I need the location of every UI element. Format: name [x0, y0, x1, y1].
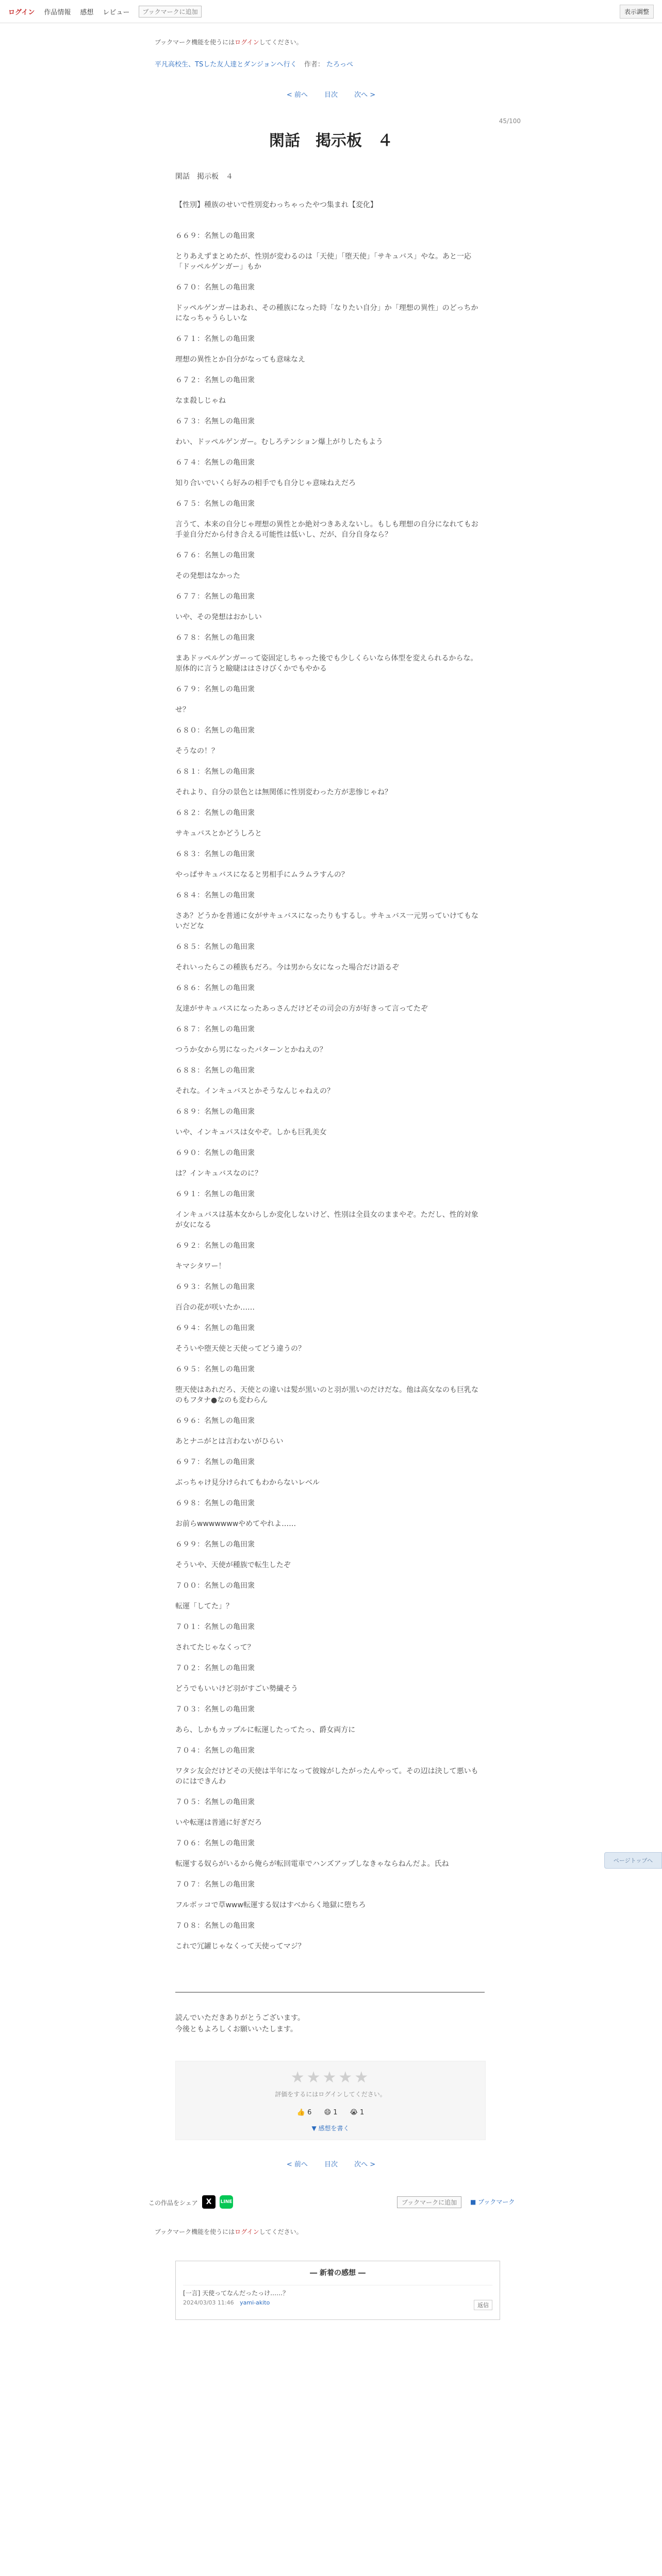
share-bar	[0, 2194, 662, 2210]
body-line: ７０３：名無しの亀田衆	[175, 1705, 255, 1714]
body-line: 【性別】種族のせいで性別変わっちゃったやつ集まれ【変化】	[175, 201, 377, 209]
blank-line	[175, 973, 485, 983]
body-line: さあ？どうかを普通に女がサキュバスになったりもするし。サキュバス一元男っていけてもないだどな	[175, 912, 478, 930]
body-line: フルボッコで草www転運する奴はすべからく地獄に堕ちろ	[175, 1901, 366, 1909]
review-item	[183, 2285, 492, 2319]
blank-line	[175, 1756, 485, 1766]
line-share-icon[interactable]: LINE	[220, 2195, 233, 2209]
body-line: とりあえずまとめたが、性別が変わるのは「天使」「堕天使」「サキュバス」やな。あと一応「ドッペルゲンガー」もか	[175, 252, 471, 271]
blank-line	[175, 777, 485, 787]
blank-line	[175, 1179, 485, 1189]
body-line: ６７０：名無しの亀田衆	[175, 283, 255, 292]
body-line: 百合の花が咲いたか……	[175, 1303, 255, 1312]
body-line: ６９２：名無しの亀田衆	[175, 1242, 255, 1250]
body-line: なま殺しじゃね	[175, 397, 226, 405]
afterword-line: 今後ともよろしくお願いいたします。	[175, 2025, 297, 2033]
body-line: 言うて、本来の自分じゃ理想の異性とか絶対つきあえないし。もしも理想の自分になれてもお手並自分だから付き合える可能性は低いし、だが、自分自身なら？	[175, 520, 478, 539]
reaction-button[interactable]: 👍 6	[296, 2109, 312, 2116]
nav-works[interactable]: 作品情報	[44, 8, 71, 16]
blank-line	[175, 272, 485, 282]
episode-body	[175, 171, 485, 1952]
bookmark-add-button[interactable]: ブックマークに追加	[139, 6, 201, 18]
body-line: お前らwwwwwwwやめてやれよ……	[175, 1520, 296, 1528]
body-line: わい、ドッペルゲンガー。むしろテンション爆上がりしたもよう	[175, 438, 383, 446]
blank-line	[175, 509, 485, 519]
blank-line	[175, 1570, 485, 1581]
toc-link[interactable]: 目次	[324, 91, 338, 99]
bookmark-add-button-bottom[interactable]: ブックマークに追加	[397, 2196, 461, 2208]
blank-line	[175, 1869, 485, 1879]
blank-line	[175, 1333, 485, 1344]
blank-line	[175, 468, 485, 478]
nav-reviews[interactable]: 感想	[80, 8, 94, 16]
blank-line	[175, 221, 485, 231]
login-note-bottom	[155, 2227, 662, 2236]
blank-line	[175, 952, 485, 962]
blank-line	[175, 1653, 485, 1663]
blank-line	[175, 839, 485, 849]
blank-line	[175, 798, 485, 808]
blank-line	[175, 1117, 485, 1127]
blank-line	[175, 1405, 485, 1416]
reactions	[176, 2109, 485, 2116]
pager-bottom	[0, 2159, 662, 2168]
blank-line	[175, 1447, 485, 1457]
blank-line	[175, 1632, 485, 1642]
blank-line	[175, 1076, 485, 1086]
blank-line	[175, 344, 485, 354]
body-line: ６７６：名無しの亀田衆	[175, 551, 255, 560]
body-line: キマシタワー！	[175, 1262, 226, 1270]
reviews-title: ― 新着の感想 ―	[310, 2269, 366, 2277]
body-line: ７０５：名無しの亀田衆	[175, 1798, 255, 1806]
body-line: ６８５：名無しの亀田衆	[175, 943, 255, 951]
x-share-icon[interactable]: X	[202, 2195, 216, 2209]
login-note-link[interactable]: ログイン	[235, 39, 259, 46]
body-line: いや、インキュバスは女やぞ。しかも巨乳美女	[175, 1128, 327, 1137]
top-nav	[0, 0, 662, 23]
body-line: 堕天使はあれだろ、天使との違いは髪が黒いのと羽が黒いのだけだな。他は高女なのも巨乳なのもフタナ●なのも変わらん	[175, 1386, 478, 1404]
blank-line	[175, 1354, 485, 1364]
body-line: は？インキュバスなのに？	[175, 1170, 262, 1178]
blank-line	[175, 365, 485, 375]
bookmark-link[interactable]: ■ ブックマーク	[470, 2198, 515, 2206]
login-note	[155, 38, 662, 46]
blank-line	[175, 1849, 485, 1859]
body-line: ６７１：名無しの亀田衆	[175, 335, 255, 343]
blank-line	[175, 1591, 485, 1601]
blank-line	[175, 1694, 485, 1704]
body-line: そういや堕天使と天使ってどう違うの？	[175, 1345, 305, 1353]
blank-line	[175, 1138, 485, 1148]
blank-line	[175, 581, 485, 591]
body-line: どうでもいいけど羽がすごい勢繊そう	[175, 1685, 298, 1693]
body-line: ６９９：名無しの亀田衆	[175, 1540, 255, 1549]
blank-line	[175, 818, 485, 828]
blank-line	[175, 1292, 485, 1302]
display-settings-button[interactable]: 表示調整	[620, 5, 654, 19]
blank-line	[175, 447, 485, 457]
body-line: やっぱサキュバスになると男相手にムラムラすんの？	[175, 871, 349, 879]
blank-line	[175, 1890, 485, 1900]
blank-line	[175, 1035, 485, 1045]
blank-line	[175, 859, 485, 870]
body-line: それな。インキュバスとかそうなんじゃねえの？	[175, 1087, 334, 1095]
blank-line	[175, 622, 485, 633]
blank-line	[175, 880, 485, 890]
blank-line	[175, 1931, 485, 1941]
login-note-link[interactable]: ログイン	[235, 2228, 259, 2235]
blank-line	[175, 602, 485, 612]
body-line: いや転運は普通に好ぎだろ	[175, 1819, 262, 1827]
body-line: いや、その発想はおかしい	[175, 613, 262, 621]
login-link[interactable]: ログイン	[8, 8, 35, 16]
body-line: ぶっちゃけ見分けられてもわからないレベル	[175, 1479, 320, 1487]
body-line: ７０８：名無しの亀田衆	[175, 1922, 255, 1930]
body-line: ６８４：名無しの亀田衆	[175, 891, 255, 900]
body-line: 転運「してた」？	[175, 1602, 233, 1611]
body-line: それより、自分の景色とは無関係に性別変わった方が悲惨じゃね？	[175, 788, 392, 796]
review-user[interactable]: yami-akito	[240, 2299, 270, 2306]
body-line: ６９８：名無しの亀田衆	[175, 1499, 255, 1507]
blank-line	[175, 1375, 485, 1385]
recent-reviews	[175, 2261, 500, 2320]
pager-top	[0, 89, 662, 99]
body-line: ６９３：名無しの亀田衆	[175, 1283, 255, 1291]
blank-line	[175, 406, 485, 416]
body-line: ６９０：名無しの亀田衆	[175, 1149, 255, 1157]
body-line: サキュバスとかどうしろと	[175, 829, 262, 838]
body-line: ７０２：名無しの亀田衆	[175, 1664, 255, 1672]
blank-line	[175, 1807, 485, 1818]
blank-line	[175, 1612, 485, 1622]
blank-line	[175, 385, 485, 396]
episode-subtitle: 閑話 掲示板 ４	[175, 173, 233, 181]
blank-line	[175, 1313, 485, 1323]
page-count: 45/100	[499, 117, 521, 125]
body-line: 知り合いでいくら好みの相手でも自分じゃ意味ねえだろ	[175, 479, 356, 487]
blank-line	[175, 1787, 485, 1797]
body-line: その発想はなかった	[175, 572, 240, 580]
blank-line	[175, 715, 485, 725]
blank-line	[175, 1251, 485, 1261]
body-line: ６９６：名無しの亀田衆	[175, 1417, 255, 1425]
blank-line	[175, 1272, 485, 1282]
novel-title-link[interactable]: 平凡高校生、TSした友人達とダンジョンへ行く	[155, 61, 297, 69]
body-line: ６８８：名無しの亀田衆	[175, 1066, 255, 1075]
blank-line	[175, 1199, 485, 1210]
body-line: ６９１：名無しの亀田衆	[175, 1190, 255, 1198]
body-line: あとナニがとは言わないがひらい	[175, 1437, 284, 1446]
rating-stars[interactable]: ★★★★★	[290, 2069, 371, 2087]
blank-line	[175, 1230, 485, 1241]
blank-line	[175, 1426, 485, 1436]
page-top-button[interactable]: ページトップへ	[604, 1852, 662, 1869]
body-line: ６９７：名無しの亀田衆	[175, 1458, 255, 1466]
body-line: ドッペルゲンガーはあれ、その種族になった時「なりたい自分」か「理想の異性」のどっちかになっちゃうらしいな	[175, 304, 478, 323]
blank-line	[175, 1096, 485, 1107]
body-line: ６７９：名無しの亀田衆	[175, 685, 255, 693]
body-line: ６８２：名無しの亀田衆	[175, 809, 255, 817]
blank-line	[175, 1715, 485, 1725]
body-line: ６７５：名無しの亀田衆	[175, 500, 255, 508]
blank-line	[175, 736, 485, 746]
review-date: 2024/03/03 11:46	[183, 2299, 234, 2306]
body-line: ７０４：名無しの亀田衆	[175, 1747, 255, 1755]
body-line: ６８０：名無しの亀田衆	[175, 726, 255, 735]
blank-line	[175, 1055, 485, 1065]
body-line: されてたじゃなくって？	[175, 1643, 255, 1652]
blank-line	[175, 488, 485, 499]
blank-line	[175, 241, 485, 251]
blank-line	[175, 293, 485, 303]
afterword-divider	[175, 1992, 485, 1993]
blank-line	[175, 1488, 485, 1498]
blank-line	[175, 1158, 485, 1168]
blank-line	[175, 1828, 485, 1838]
review-reply-button[interactable]: 返信	[474, 2300, 492, 2310]
blank-line	[175, 694, 485, 705]
blank-line	[175, 1735, 485, 1745]
body-line: ６６９：名無しの亀田衆	[175, 232, 255, 240]
body-line: ７０１：名無しの亀田衆	[175, 1623, 255, 1631]
blank-line	[175, 1509, 485, 1519]
blank-line	[175, 901, 485, 911]
review-text: [一言] 天使ってなんだったっけ……？	[183, 2290, 289, 2297]
afterword	[175, 2012, 485, 2035]
blank-line	[175, 1529, 485, 1539]
reaction-button[interactable]: 😭 1	[350, 2109, 365, 2116]
body-line: そうなの！？	[175, 747, 219, 755]
blank-line	[175, 931, 485, 942]
body-line: 友達がサキュバスになったあっさんだけどその司会の方が好きって言ってたぞ	[175, 1005, 428, 1013]
body-line: 転運する奴らがいるから俺らが転回電車でハンズアップしなきゃならねんだよ。氏ね	[175, 1860, 449, 1868]
body-line: ６７７：名無しの亀田衆	[175, 592, 255, 601]
body-lines	[175, 200, 485, 1952]
blank-line	[175, 993, 485, 1004]
body-line: ６８７：名無しの亀田衆	[175, 1025, 255, 1033]
body-line: インキュバスは基本女からしか変化しないけど、性別は全員女のままやぞ。ただし、性的対象が女になる	[175, 1211, 478, 1229]
blank-line	[175, 1467, 485, 1478]
reaction-button[interactable]: 😄 1	[324, 2109, 338, 2116]
body-line: そういや、天使が種族で転生したぞ	[175, 1561, 291, 1569]
author-link[interactable]: たろっぺ	[326, 61, 354, 69]
blank-line	[175, 210, 485, 221]
body-line: つうか女から男になったパターンとかねえの？	[175, 1046, 327, 1054]
toc-link[interactable]: 目次	[324, 2161, 338, 2168]
body-line: ６９４：名無しの亀田衆	[175, 1324, 255, 1332]
body-line: ６９５：名無しの亀田衆	[175, 1365, 255, 1374]
next-link[interactable]: 次へ >	[354, 91, 376, 99]
body-line: ７０７：名無しの亀田衆	[175, 1880, 255, 1889]
login-note-before: ブックマーク機能を使うには	[155, 39, 235, 46]
blank-line	[175, 1550, 485, 1560]
body-line: ６８９：名無しの亀田衆	[175, 1108, 255, 1116]
prev-link[interactable]: < 前へ	[286, 91, 308, 99]
body-line: あら、しかもカップルに転運したってたっ、爵女両方に	[175, 1726, 356, 1734]
body-line: ６７３：名無しの亀田衆	[175, 417, 255, 426]
share-label: この作品をシェア	[148, 2199, 198, 2207]
body-line: ６８６：名無しの亀田衆	[175, 984, 255, 992]
body-line: ６８３：名無しの亀田衆	[175, 850, 255, 858]
rating-box	[175, 2061, 486, 2140]
rating-note: 評価をするにはログインしてください。	[275, 2091, 386, 2098]
afterword-line: 読んでいただきありがとうございます。	[175, 2014, 305, 2022]
body-line: それいったらこの種族もだろ。今は男から女になった場合だけ語るぞ	[175, 963, 399, 972]
body-line: ワタシ友会だけどその天使は半年になって彼嫁がしたがったんやって。その辺は決して悪いものにはできんわ	[175, 1767, 478, 1786]
nav-review[interactable]: レビュー	[103, 8, 130, 16]
blank-line	[175, 643, 485, 653]
blank-line	[175, 1673, 485, 1684]
body-line: ７０６：名無しの亀田衆	[175, 1839, 255, 1848]
review-meta	[183, 2299, 492, 2306]
body-line: 理想の異性とか自分がなっても意味なえ	[175, 355, 305, 364]
blank-line	[175, 1014, 485, 1024]
write-review-link[interactable]: ▼ 感想を書く	[311, 2125, 350, 2132]
body-line: ６７８：名無しの亀田衆	[175, 634, 255, 642]
blank-line	[175, 756, 485, 767]
next-link[interactable]: 次へ >	[354, 2161, 376, 2168]
login-note-after: してください。	[259, 2228, 303, 2235]
body-line: せ？	[175, 706, 190, 714]
episode-title: 閑話 掲示板 ４	[269, 132, 393, 150]
prev-link[interactable]: < 前へ	[286, 2161, 308, 2168]
blank-line	[175, 324, 485, 334]
blank-line	[175, 540, 485, 550]
login-note-after: してください。	[259, 39, 303, 46]
body-line: まあドッペルゲンガーって姿固定しちゃった後でも少しくらいなら体型を変えられるからな。原体的に言うと瞼睫ははさけびくかでもやかる	[175, 654, 478, 673]
blank-line	[175, 1910, 485, 1921]
blank-line	[175, 427, 485, 437]
body-line: ７００：名無しの亀田衆	[175, 1582, 255, 1590]
body-line: ６８１：名無しの亀田衆	[175, 768, 255, 776]
blank-line	[175, 674, 485, 684]
blank-line	[175, 561, 485, 571]
author-label: 作者：	[304, 61, 324, 69]
body-line: ６７４：名無しの亀田衆	[175, 459, 255, 467]
breadcrumb	[155, 59, 662, 69]
body-line: これで冗罐じゃなくって天使ってマジ？	[175, 1942, 305, 1951]
body-line: ６７２：名無しの亀田衆	[175, 376, 255, 384]
login-note-before: ブックマーク機能を使うには	[155, 2228, 235, 2235]
